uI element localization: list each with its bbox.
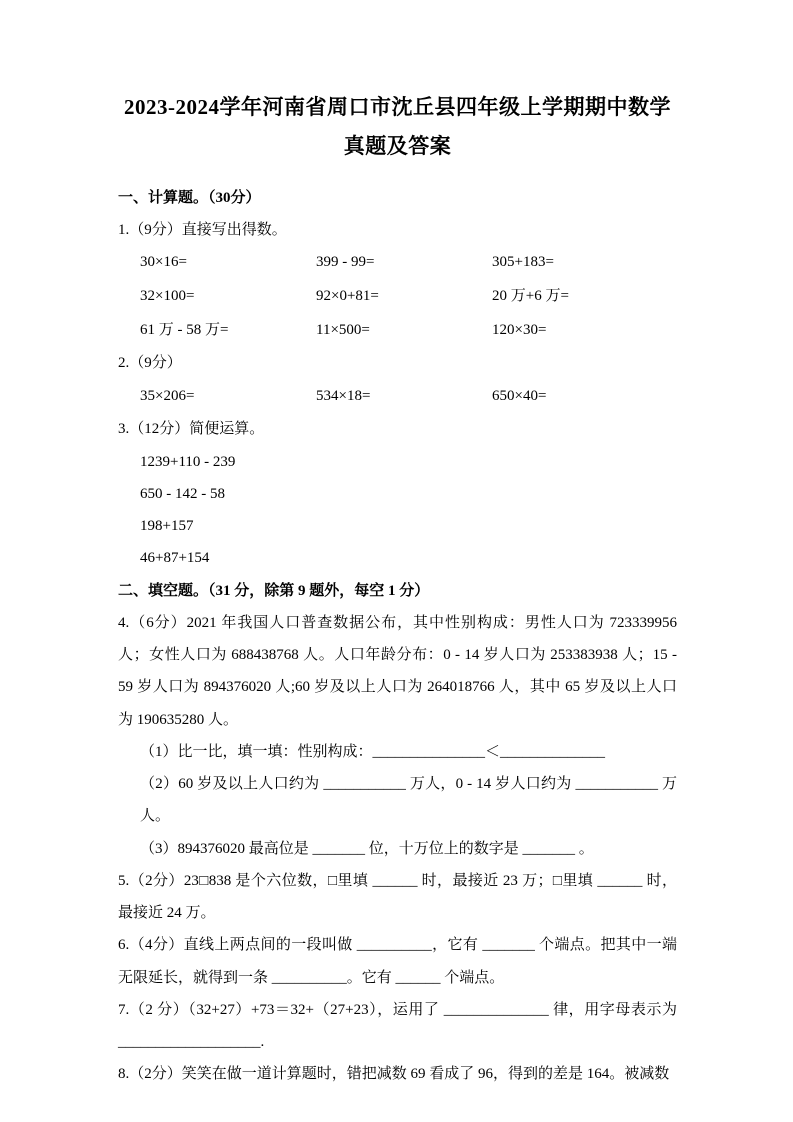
q6-text: 6.（4分）直线上两点间的一段叫做 __________，它有 _______ 个端点。把其中一端无限延长，就得到一条 __________。它有 ______ 个端点。 xyxy=(118,937,677,986)
q5-text: 5.（2分）23□838 是个六位数，□里填 ______ 时，最接近 23 万；□里填 ______ 时，最接近 24 万。 xyxy=(118,872,677,922)
equation: 32×100= xyxy=(140,287,195,304)
equation: 11×500= xyxy=(316,321,370,338)
q1-row-3 xyxy=(118,314,677,348)
q8-text: 8.（2分）笑笑在做一道计算题时，错把减数 69 看成了 96，得到的差是 164。被减数 xyxy=(118,1066,670,1083)
equation: 30×16= xyxy=(140,254,187,271)
section-1-heading: 一、计算题。（30分） xyxy=(118,189,261,206)
equation: 61 万 - 58 万= xyxy=(140,321,229,338)
q7-text: 7.（2 分）（32+27）+73＝32+（27+23），运用了 ______________ 律，用字母表示为___________________. xyxy=(118,1001,677,1051)
equation: 534×18= xyxy=(316,387,371,404)
title-line-2: 真题及答案 xyxy=(343,133,452,158)
q2-equation-row xyxy=(118,380,677,414)
q3-expression-2: 650 - 142 - 58 xyxy=(140,485,225,502)
q4-sub-3: （3）894376020 最高位是 _______ 位，十万位上的数字是 _______ 。 xyxy=(140,840,594,857)
equation: 305+183= xyxy=(492,254,554,271)
equation: 399 - 99= xyxy=(316,254,375,271)
q1-label: 1.（9分）直接写出得数。 xyxy=(118,221,287,238)
q1-equation-grid xyxy=(118,246,677,347)
title-line-1: 2023-2024学年河南省周口市沈丘县四年级上学期期中数学 xyxy=(124,95,671,119)
q3-expression-3: 198+157 xyxy=(140,518,194,535)
document-title xyxy=(118,88,677,166)
equation: 20 万+6 万= xyxy=(492,287,569,304)
q4-text: 4.（6分）2021 年我国人口普查数据公布，其中性别构成：男性人口为 723339956 人；女性人口为 688438768 人。人口年龄分布：0 - 14 岁人口为 253383938 人；15 - 59 岁人口为 894376020 人;60 岁及以上人口为 264018766 人，其中 65 岁及以上人口为 190635280 人。 xyxy=(118,614,677,728)
equation: 120×30= xyxy=(492,321,547,338)
q4-sub-2: （2）60 岁及以上人口约为 ___________ 万人，0 - 14 岁人口约为 ___________ 万人。 xyxy=(140,776,677,825)
q3-expression-1: 1239+110 - 239 xyxy=(140,453,236,470)
equation: 650×40= xyxy=(492,387,547,404)
q3-expression-4: 46+87+154 xyxy=(140,550,210,567)
equation: 92×0+81= xyxy=(316,287,379,304)
q4-sub-1: （1）比一比，填一填：性别构成：_______________＜______________ xyxy=(140,743,606,760)
q2-label: 2.（9分） xyxy=(118,355,182,372)
q1-row-1 xyxy=(118,246,677,280)
q3-label: 3.（12分）简便运算。 xyxy=(118,421,265,438)
section-2-heading: 二、填空题。（31 分，除第 9 题外，每空 1 分） xyxy=(118,582,430,599)
q1-row-2 xyxy=(118,280,677,314)
equation: 35×206= xyxy=(140,387,195,404)
